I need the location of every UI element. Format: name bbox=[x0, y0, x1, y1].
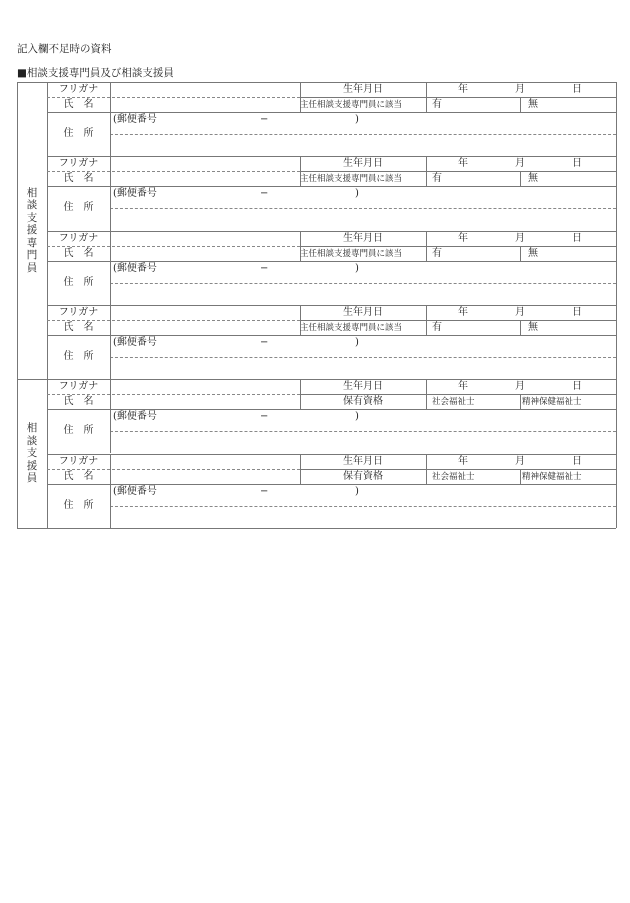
rule bbox=[47, 112, 616, 113]
name-label: 氏 名 bbox=[63, 470, 94, 482]
furigana-label: フリガナ bbox=[58, 381, 99, 393]
postal-code-prefix: (郵便番号 bbox=[113, 411, 157, 423]
name-input[interactable] bbox=[111, 172, 299, 185]
birthdate-label: 生年月日 bbox=[343, 232, 383, 244]
name-input[interactable] bbox=[111, 470, 299, 483]
month-label: 月 bbox=[515, 158, 525, 170]
month-label: 月 bbox=[515, 381, 525, 393]
birthdate-label: 生年月日 bbox=[343, 84, 383, 95]
option-1[interactable]: 有 bbox=[432, 247, 442, 259]
year-label: 年 bbox=[458, 455, 468, 467]
rule bbox=[300, 469, 616, 470]
option-2[interactable]: 無 bbox=[528, 99, 538, 110]
furigana-input[interactable] bbox=[111, 380, 299, 393]
birthdate-label: 生年月日 bbox=[343, 158, 383, 170]
rule bbox=[426, 379, 427, 409]
rule bbox=[520, 320, 521, 335]
name-label: 氏 名 bbox=[63, 321, 94, 333]
day-label: 日 bbox=[572, 455, 582, 467]
furigana-input[interactable] bbox=[111, 232, 299, 245]
postal-code-prefix: (郵便番号 bbox=[113, 114, 157, 125]
rule bbox=[300, 171, 616, 172]
rule bbox=[47, 261, 616, 262]
option-2[interactable]: 精神保健福祉士 bbox=[522, 397, 582, 408]
rule bbox=[300, 97, 616, 98]
option-1[interactable]: 社会福祉士 bbox=[432, 397, 475, 408]
day-label: 日 bbox=[572, 158, 582, 170]
month-label: 月 bbox=[515, 232, 525, 244]
rule bbox=[520, 246, 521, 261]
furigana-label: フリガナ bbox=[58, 158, 99, 170]
rule bbox=[17, 379, 18, 528]
rule bbox=[426, 82, 427, 112]
name-input[interactable] bbox=[111, 247, 299, 260]
rule bbox=[520, 394, 521, 409]
furigana-input[interactable] bbox=[111, 455, 299, 468]
month-label: 月 bbox=[515, 306, 525, 318]
rule bbox=[47, 335, 616, 336]
option-1[interactable]: 有 bbox=[432, 99, 442, 110]
birthdate-label: 生年月日 bbox=[343, 381, 383, 393]
postal-code-prefix: (郵便番号 bbox=[113, 485, 157, 497]
rule bbox=[47, 484, 616, 485]
postal-code-suffix: ) bbox=[355, 336, 359, 348]
rule bbox=[520, 469, 521, 484]
option-2[interactable]: 無 bbox=[528, 247, 538, 259]
year-label: 年 bbox=[458, 84, 468, 95]
rule bbox=[17, 528, 616, 529]
year-label: 年 bbox=[458, 232, 468, 244]
postal-code-suffix: ) bbox=[355, 262, 359, 274]
rule bbox=[616, 82, 617, 379]
rule bbox=[17, 379, 616, 380]
rule bbox=[520, 171, 521, 186]
option-2[interactable]: 精神保健福祉士 bbox=[522, 471, 582, 482]
rule bbox=[426, 305, 427, 335]
address-label: 住 所 bbox=[63, 276, 94, 288]
furigana-label: フリガナ bbox=[58, 455, 99, 467]
postal-code-dash: − bbox=[260, 262, 269, 274]
name-input[interactable] bbox=[111, 321, 299, 334]
postal-code-dash: − bbox=[260, 188, 269, 200]
day-label: 日 bbox=[572, 381, 582, 393]
postal-code-dash: − bbox=[260, 411, 269, 423]
qualification-label: 主任相談支援専門員に該当 bbox=[300, 322, 403, 333]
month-label: 月 bbox=[515, 455, 525, 467]
birthdate-label: 生年月日 bbox=[343, 306, 383, 318]
address-label: 住 所 bbox=[63, 425, 94, 437]
page-title: 記入欄不足時の資料 bbox=[17, 43, 112, 55]
qualification-label: 主任相談支援専門員に該当 bbox=[300, 100, 403, 110]
furigana-input[interactable] bbox=[111, 83, 299, 96]
name-label: 氏 名 bbox=[63, 247, 94, 259]
year-label: 年 bbox=[458, 381, 468, 393]
group-label: 相談支援専門員 bbox=[26, 186, 38, 274]
qualification-label: 保有資格 bbox=[343, 470, 383, 482]
option-2[interactable]: 無 bbox=[528, 321, 538, 333]
rule bbox=[17, 82, 18, 379]
year-label: 年 bbox=[458, 158, 468, 170]
name-input[interactable] bbox=[111, 98, 299, 111]
address-label: 住 所 bbox=[63, 499, 94, 511]
rule bbox=[616, 379, 617, 528]
address-label: 住 所 bbox=[63, 350, 94, 362]
name-label: 氏 名 bbox=[63, 99, 94, 110]
postal-code-dash: − bbox=[260, 336, 269, 348]
furigana-input[interactable] bbox=[111, 157, 299, 170]
rule bbox=[300, 320, 616, 321]
rule bbox=[426, 454, 427, 484]
address-label: 住 所 bbox=[63, 128, 94, 139]
postal-code-prefix: (郵便番号 bbox=[113, 336, 157, 348]
month-label: 月 bbox=[515, 84, 525, 95]
option-1[interactable]: 社会福祉士 bbox=[432, 471, 475, 482]
address-input[interactable] bbox=[111, 499, 615, 541]
postal-code-dash: − bbox=[260, 485, 269, 497]
birthdate-label: 生年月日 bbox=[343, 455, 383, 467]
qualification-label: 主任相談支援専門員に該当 bbox=[300, 174, 403, 185]
furigana-label: フリガナ bbox=[58, 306, 99, 318]
day-label: 日 bbox=[572, 232, 582, 244]
section-heading: ■相談支援専門員及び相談支援員 bbox=[17, 67, 174, 79]
postal-code-prefix: (郵便番号 bbox=[113, 188, 157, 200]
year-label: 年 bbox=[458, 306, 468, 318]
postal-code-dash: − bbox=[260, 114, 269, 125]
option-2[interactable]: 無 bbox=[528, 173, 538, 185]
furigana-label: フリガナ bbox=[58, 232, 99, 244]
name-input[interactable] bbox=[111, 395, 299, 408]
rule bbox=[426, 231, 427, 261]
rule bbox=[426, 156, 427, 186]
rule bbox=[17, 82, 616, 83]
postal-code-suffix: ) bbox=[355, 485, 359, 497]
option-1[interactable]: 有 bbox=[432, 321, 442, 333]
rule bbox=[300, 246, 616, 247]
qualification-label: 主任相談支援専門員に該当 bbox=[300, 248, 403, 259]
rule bbox=[520, 97, 521, 112]
furigana-label: フリガナ bbox=[58, 84, 99, 95]
day-label: 日 bbox=[572, 306, 582, 318]
group-label: 相談支援員 bbox=[26, 422, 38, 485]
option-1[interactable]: 有 bbox=[432, 173, 442, 185]
postal-code-prefix: (郵便番号 bbox=[113, 262, 157, 274]
day-label: 日 bbox=[572, 84, 582, 95]
qualification-label: 保有資格 bbox=[343, 396, 383, 408]
postal-code-suffix: ) bbox=[355, 188, 359, 200]
postal-code-suffix: ) bbox=[355, 114, 359, 125]
name-label: 氏 名 bbox=[63, 173, 94, 185]
postal-code-suffix: ) bbox=[355, 411, 359, 423]
address-label: 住 所 bbox=[63, 202, 94, 214]
furigana-input[interactable] bbox=[111, 306, 299, 319]
name-label: 氏 名 bbox=[63, 396, 94, 408]
